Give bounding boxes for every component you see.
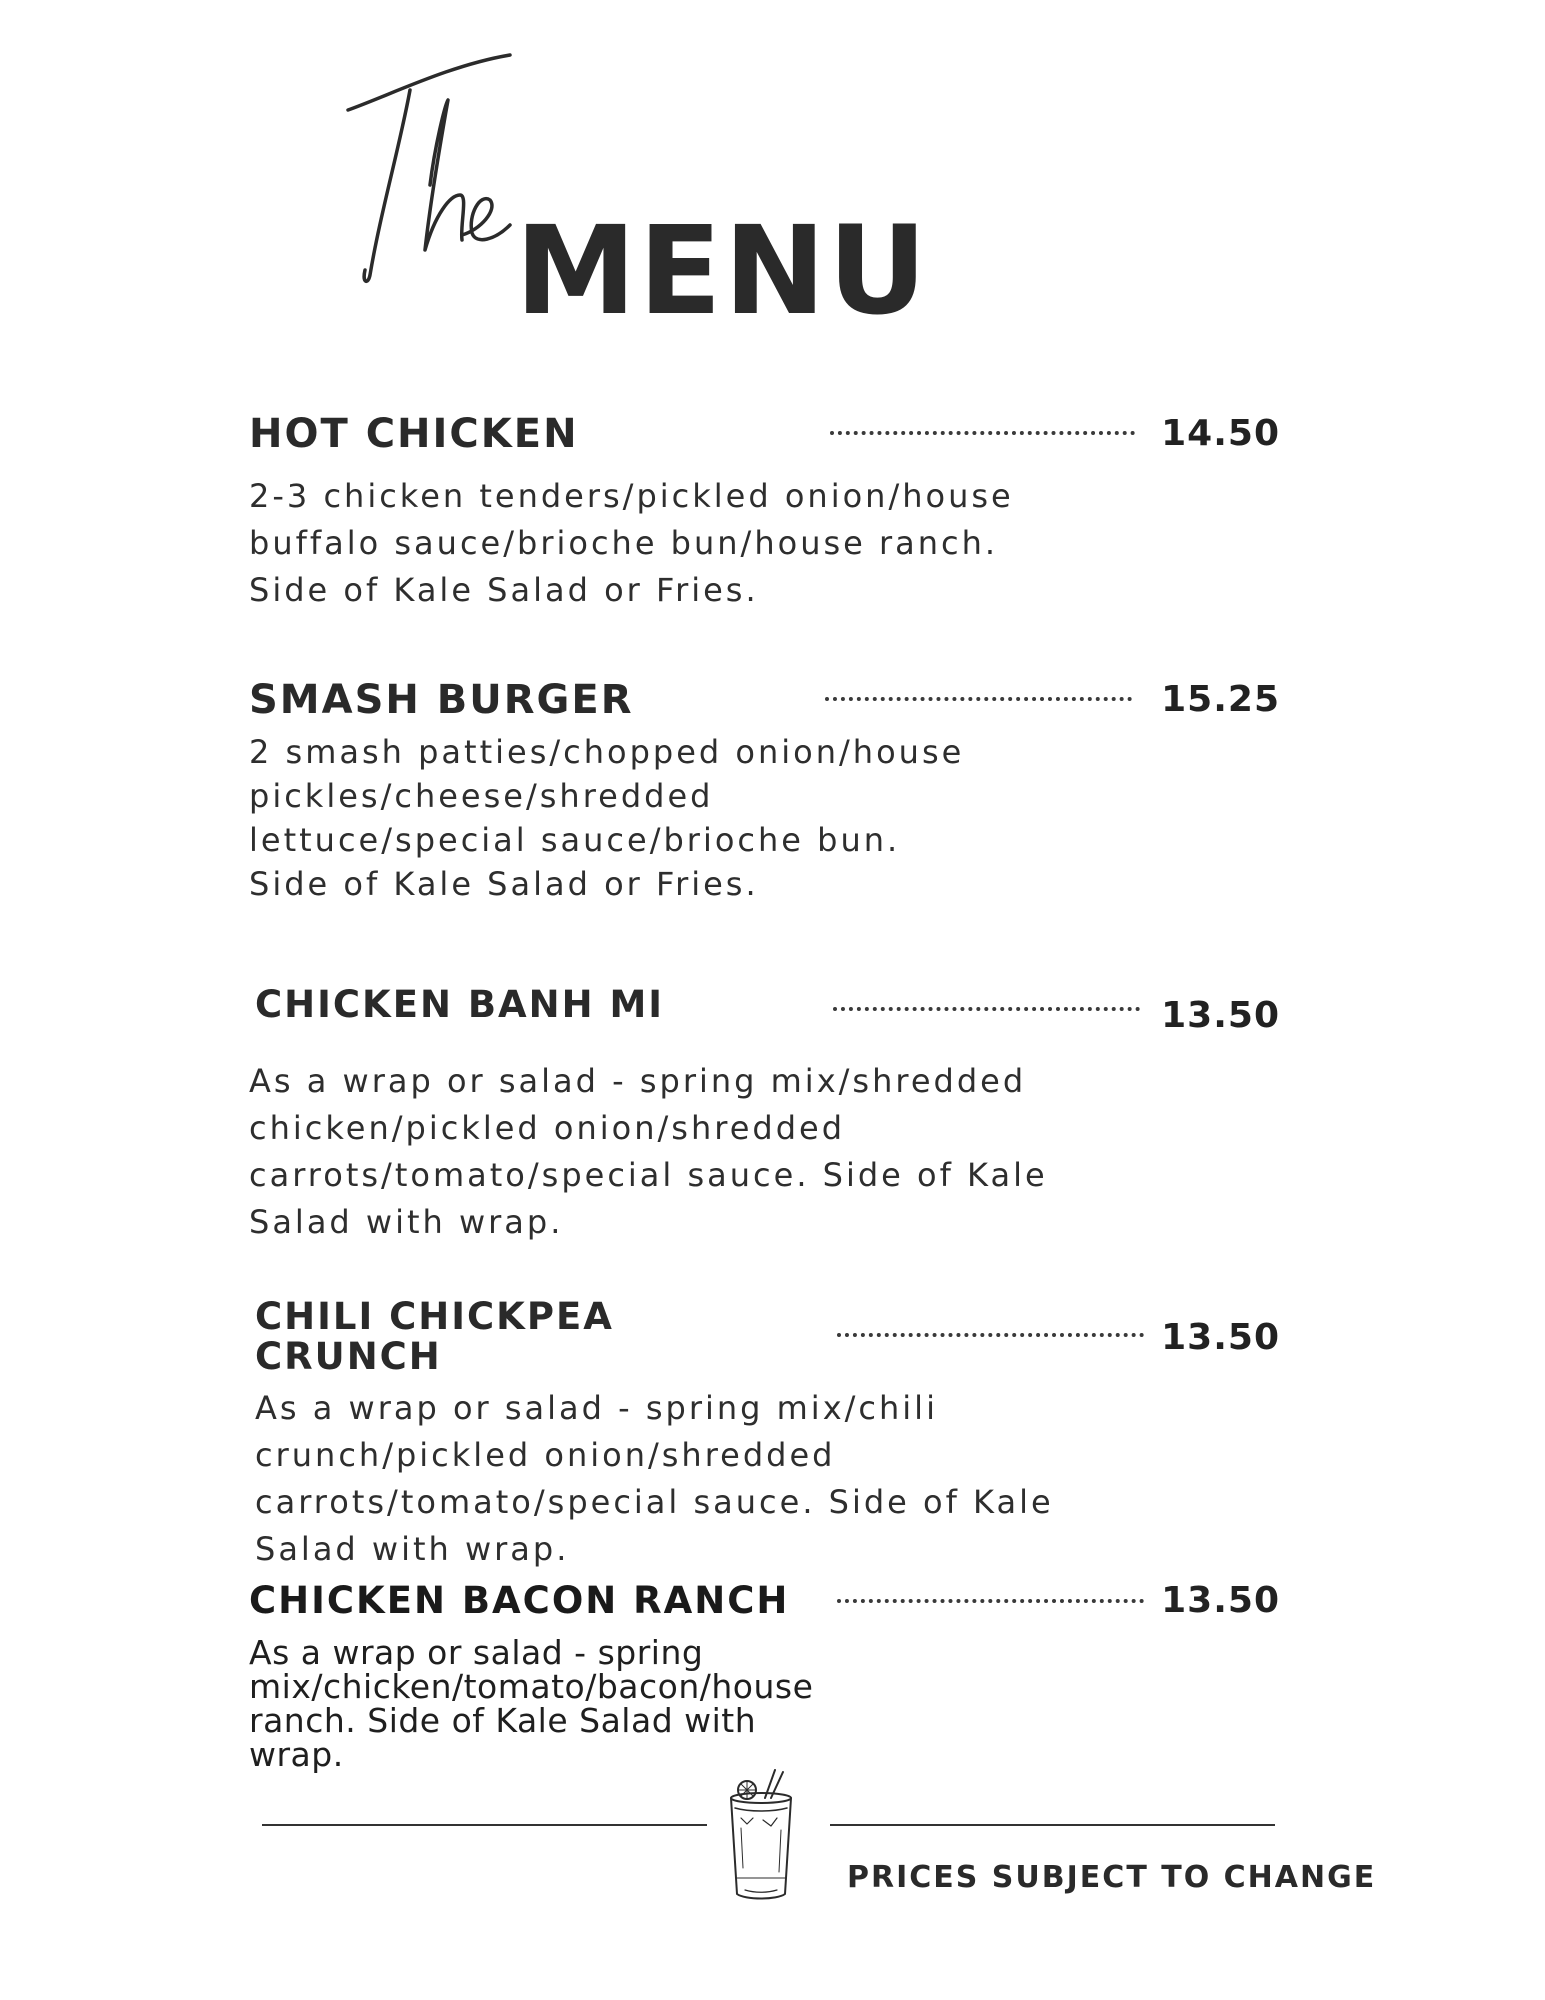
item-price-smash-burger: 15.25 xyxy=(1161,679,1280,720)
dotted-leader xyxy=(830,431,1135,435)
dotted-leader xyxy=(825,697,1132,701)
footer-rule-left xyxy=(262,1824,707,1826)
description-line: pickles/cheese/shredded xyxy=(249,777,714,815)
footer-rule-right xyxy=(830,1824,1275,1826)
item-name-smash-burger: SMASH BURGER xyxy=(249,677,634,723)
item-price-chicken-banh-mi: 13.50 xyxy=(1161,995,1280,1036)
item-description-smash-burger xyxy=(249,730,1079,906)
item-name-chicken-bacon-ranch: CHICKEN BACON RANCH xyxy=(249,1579,790,1622)
item-price-chicken-bacon-ranch: 13.50 xyxy=(1161,1580,1280,1621)
description-line: 2 smash patties/chopped onion/house xyxy=(249,733,965,771)
description-line: Salad with wrap. xyxy=(249,1203,564,1241)
script-the-lettering xyxy=(340,45,540,295)
item-name-chili-chickpea-crunch: CHILI CHICKPEA CRUNCH xyxy=(255,1295,614,1378)
description-line: chicken/pickled onion/shredded xyxy=(249,1109,845,1147)
description-line: lettuce/special sauce/brioche bun. xyxy=(249,821,901,859)
description-line: Side of Kale Salad or Fries. xyxy=(249,571,759,609)
description-line: As a wrap or salad - spring mix/chili xyxy=(255,1389,938,1427)
description-line: wrap. xyxy=(249,1735,344,1774)
item-name-hot-chicken: HOT CHICKEN xyxy=(249,411,579,457)
item-description-chicken-banh-mi xyxy=(249,1058,1079,1246)
item-description-chili-chickpea-crunch xyxy=(255,1385,1085,1573)
menu-title: MENU xyxy=(515,200,929,342)
description-line: carrots/tomato/special sauce. Side of Kale xyxy=(255,1483,1054,1521)
description-line: Salad with wrap. xyxy=(255,1530,570,1568)
item-price-hot-chicken: 14.50 xyxy=(1161,413,1280,454)
drink-glass-icon xyxy=(725,1768,797,1903)
description-line: ranch. Side of Kale Salad with xyxy=(249,1701,757,1740)
description-line: 2-3 chicken tenders/pickled onion/house xyxy=(249,477,1014,515)
description-line: buffalo sauce/brioche bun/house ranch. xyxy=(249,524,999,562)
description-line: mix/chicken/tomato/bacon/house xyxy=(249,1667,814,1706)
prices-disclaimer: PRICES SUBJECT TO CHANGE xyxy=(847,1860,1377,1895)
dotted-leader xyxy=(837,1599,1144,1603)
item-price-chili-chickpea-crunch: 13.50 xyxy=(1161,1317,1280,1358)
description-line: As a wrap or salad - spring mix/shredded xyxy=(249,1062,1027,1100)
item-description-hot-chicken xyxy=(249,473,1079,614)
description-line: As a wrap or salad - spring xyxy=(249,1633,704,1672)
description-line: Side of Kale Salad or Fries. xyxy=(249,865,759,903)
dotted-leader xyxy=(833,1007,1140,1011)
description-line: carrots/tomato/special sauce. Side of Kale xyxy=(249,1156,1048,1194)
item-name-chicken-banh-mi: CHICKEN BANH MI xyxy=(255,983,665,1026)
dotted-leader xyxy=(837,1333,1144,1337)
description-line: crunch/pickled onion/shredded xyxy=(255,1436,836,1474)
item-description-chicken-bacon-ranch xyxy=(249,1633,1079,1774)
